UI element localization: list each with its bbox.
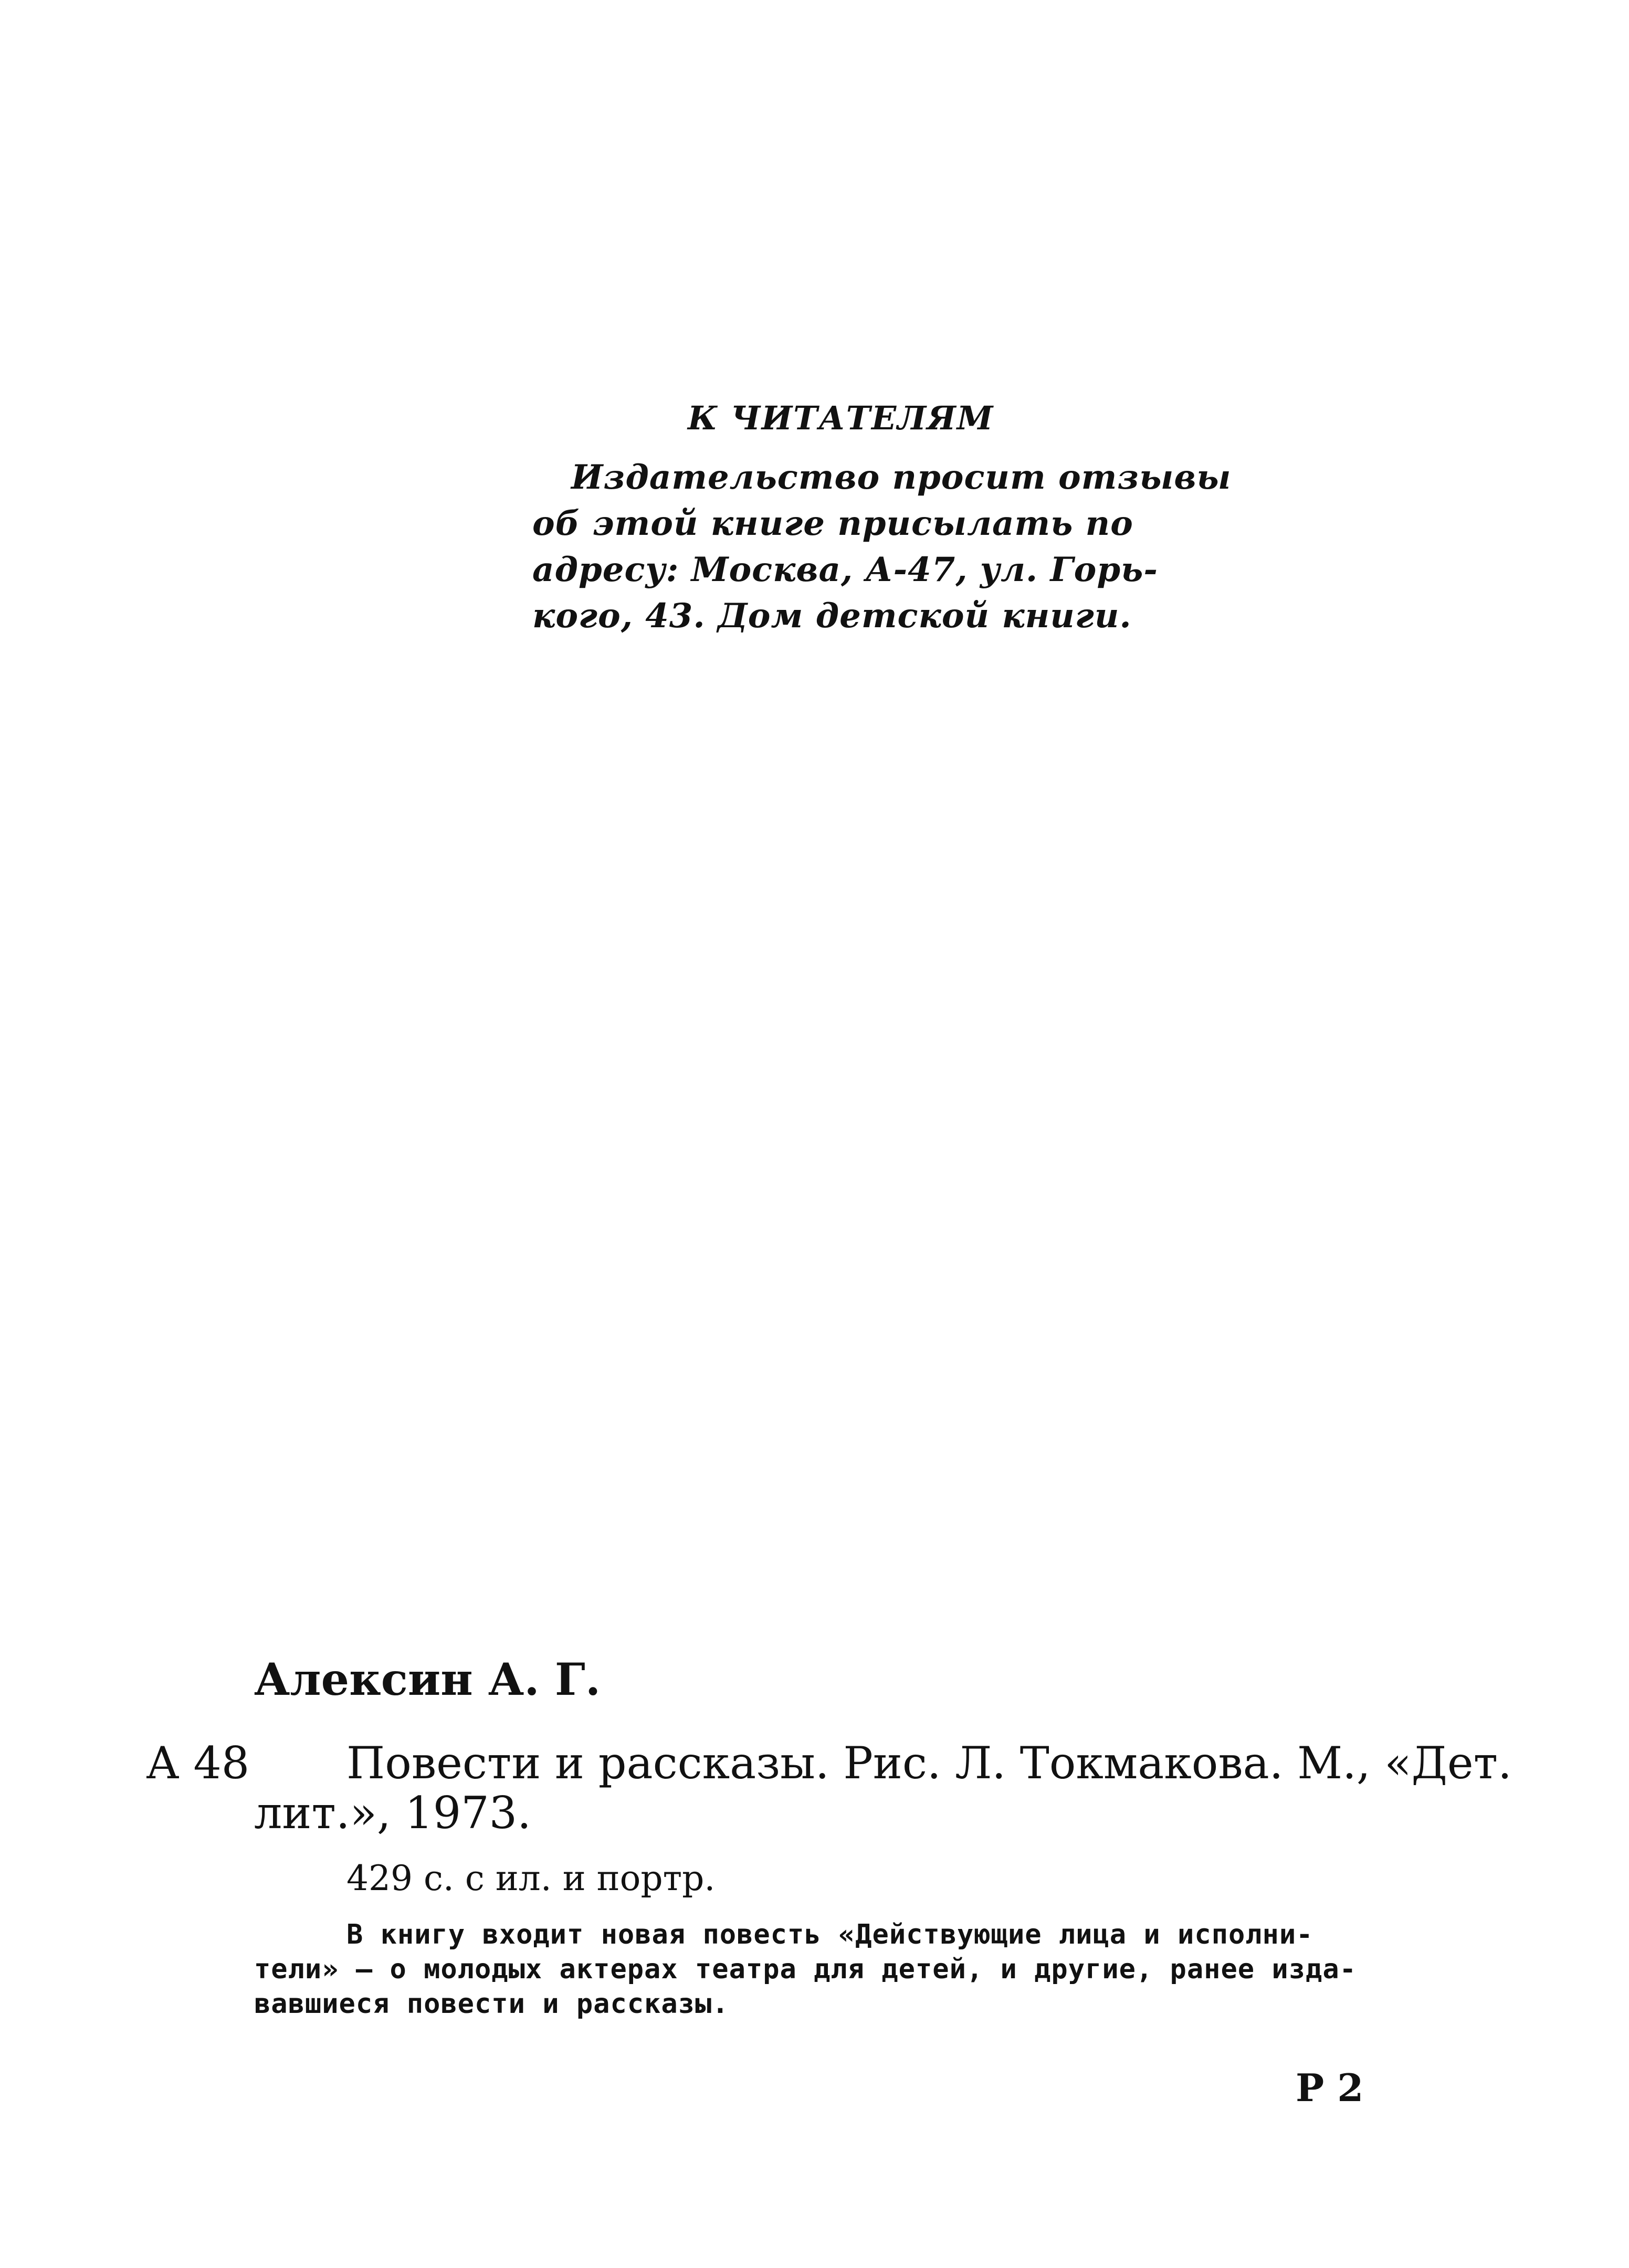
notice-line: об этой книге присылать по [532, 504, 1133, 543]
annotation-line: вавшиеся повести и рассказы. [254, 1988, 729, 2020]
classifier-code: Р 2 [1296, 2065, 1364, 2110]
page-count: 429 с. с ил. и портр. [346, 1858, 716, 1898]
notice-line: адресу: Москва, А-47, ул. Горь- [532, 550, 1158, 589]
author-name: Алексин А. Г. [254, 1653, 601, 1705]
catalog-index: А 48 [146, 1737, 250, 1789]
book-title-line: лит.», 1973. [254, 1787, 531, 1839]
annotation-line: тели» — о молодых актерах театра для детей, и другие, ранее изда- [254, 1954, 1357, 1985]
notice-heading: К ЧИТАТЕЛЯМ [688, 399, 994, 437]
annotation-line: В книгу входит новая повесть «Действующие лица и исполни- [346, 1919, 1313, 1950]
notice-line: кого, 43. Дом детской книги. [532, 596, 1132, 636]
notice-line: Издательство просит отзывы [571, 458, 1232, 497]
book-title-line: Повести и рассказы. Рис. Л. Токмакова. М., «Дет. [346, 1737, 1512, 1789]
